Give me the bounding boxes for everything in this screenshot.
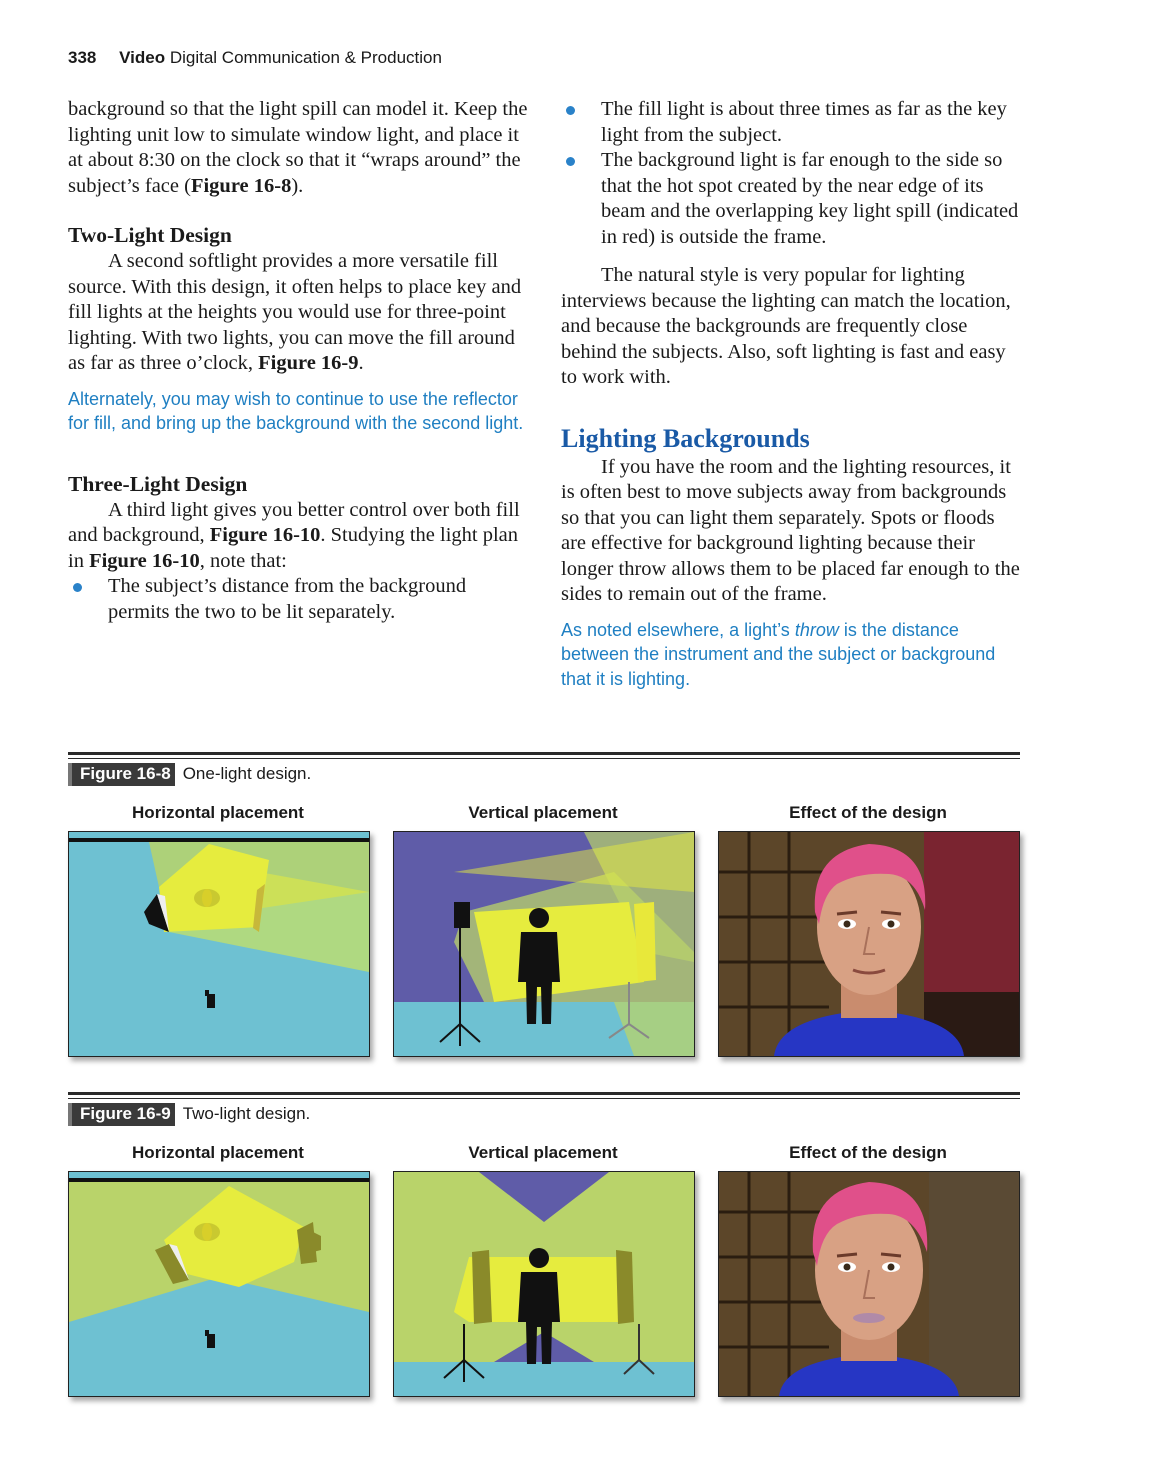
book-subtitle: Digital Communication & Production bbox=[169, 48, 442, 67]
horizontal-placement-diagram bbox=[68, 831, 370, 1057]
figure-ref[interactable]: Figure 16-10 bbox=[89, 549, 200, 572]
lighting-backgrounds-heading: Lighting Backgrounds bbox=[561, 423, 810, 453]
three-light-list bbox=[68, 574, 528, 625]
panel-label: Vertical placement bbox=[468, 803, 618, 822]
list-item: The background light is far enough to the side so that the hot spot created by the near edge of its beam and the overlapping key light spill (indicated in red) is outside the frame. bbox=[561, 148, 1023, 250]
figure-ref[interactable]: Figure 16-9 bbox=[258, 352, 359, 374]
page-number: 338 bbox=[68, 48, 97, 67]
figure-tag: Figure 16-9 bbox=[68, 1103, 175, 1126]
figure-caption bbox=[68, 1103, 310, 1126]
right-column bbox=[561, 97, 1023, 691]
divider bbox=[68, 752, 1020, 755]
divider bbox=[68, 758, 1020, 759]
three-light-list-continued bbox=[561, 97, 1023, 250]
figure-caption-text: Two-light design. bbox=[182, 1104, 311, 1123]
three-light-heading: Three-Light Design bbox=[68, 471, 248, 496]
backgrounds-paragraph: If you have the room and the lighting resources, it is often best to move subjects away from backgrounds so that you can light them separately. Spots or floods are effective for background lighting because their longer throw allows them to be placed far enough to the sides to remain out of the frame. bbox=[561, 455, 1020, 605]
vertical-placement-diagram bbox=[393, 831, 695, 1057]
effect-of-design-image bbox=[718, 1171, 1020, 1397]
two-light-note: Alternately, you may wish to continue to use the reflector for fill, and bring up the background with the second light. bbox=[68, 388, 524, 433]
list-item: The subject’s distance from the background permits the two to be lit separately. bbox=[68, 574, 528, 625]
divider bbox=[68, 1092, 1020, 1095]
figure-caption bbox=[68, 763, 311, 786]
left-column bbox=[68, 97, 528, 625]
two-light-paragraph: A second softlight provides a more versatile fill source. With this design, it often helps to place key and fill lights at the heights you would use for three-point lighting. With two lights, you can move the fill around as far as three o’clock, Figure 16-9. bbox=[68, 250, 522, 374]
vertical-placement-diagram bbox=[393, 1171, 695, 1397]
figure-ref[interactable]: Figure 16-10 bbox=[209, 524, 321, 546]
panel-label: Vertical placement bbox=[468, 1143, 618, 1162]
book-title: Video bbox=[119, 48, 166, 67]
figure-tag: Figure 16-8 bbox=[68, 763, 175, 786]
throw-note: As noted elsewhere, a light’s throw is the distance between the instrument and the subject or background that it is lighting. bbox=[561, 619, 996, 689]
natural-style-paragraph: The natural style is very popular for lighting interviews because the lighting can match the location, and because the backgrounds are frequently close behind the subjects. Also, soft lighting is fast and easy to work with. bbox=[561, 264, 1011, 388]
panel-label: Effect of the design bbox=[789, 1143, 947, 1162]
panel-label: Horizontal placement bbox=[132, 803, 304, 822]
figure-caption-text: One-light design. bbox=[182, 764, 312, 783]
figure-16-9 bbox=[68, 1092, 1020, 1402]
running-header bbox=[68, 48, 442, 68]
figure-16-8 bbox=[68, 752, 1020, 1062]
panel-label: Horizontal placement bbox=[132, 1143, 304, 1162]
divider bbox=[68, 1098, 1020, 1099]
horizontal-placement-diagram bbox=[68, 1171, 370, 1397]
figure-ref[interactable]: Figure 16-8 bbox=[190, 174, 292, 197]
panel-label: Effect of the design bbox=[789, 803, 947, 822]
list-item: The fill light is about three times as far as the key light from the subject. bbox=[561, 97, 1023, 148]
effect-of-design-image bbox=[718, 831, 1020, 1057]
intro-paragraph: background so that the light spill can model it. Keep the lighting unit low to simulate window light, and place it at about 8:30 on the clock so that it “wraps around” the subject’s face (Figure 16-8). bbox=[68, 98, 528, 197]
two-light-heading: Two-Light Design bbox=[68, 223, 232, 247]
three-light-paragraph: A third light gives you better control over both fill and background, Figure 16-10. Studying the light plan in Figure 16-10, note that: bbox=[68, 498, 520, 572]
